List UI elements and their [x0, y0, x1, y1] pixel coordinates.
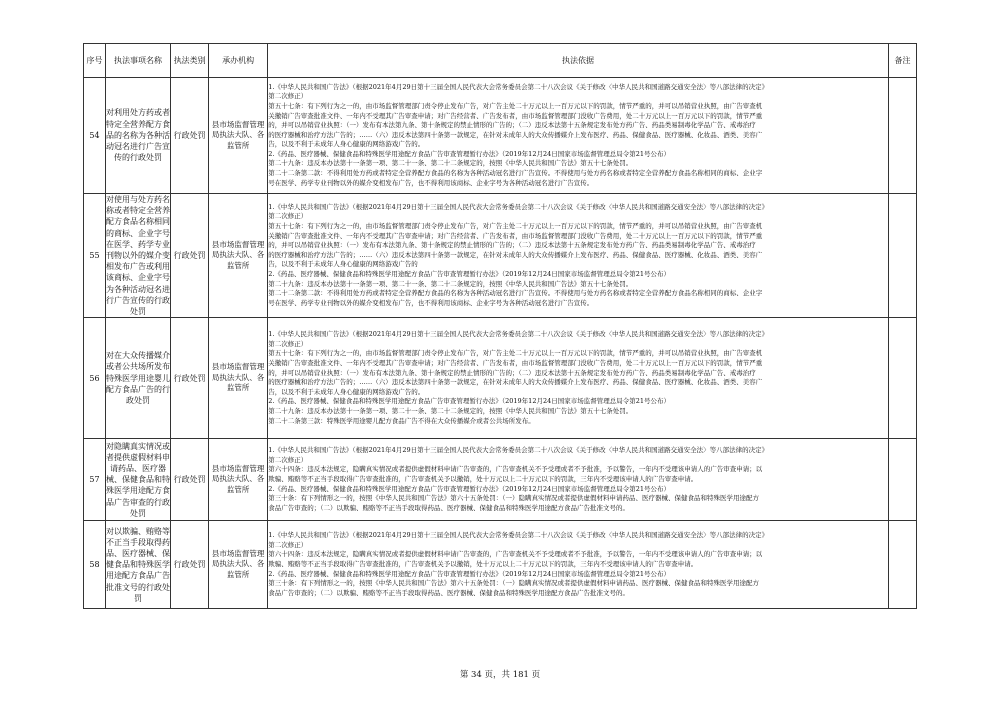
legal-basis-line: 第二十二条第二款：不得利用处方药或者特定全营养配方食品的名称为各种活动冠名进行广告宣传。不得使用与处方药名称或者特定全营养配方食品名称相同的商标、企业字 [268, 169, 763, 178]
header-category: 执法类别 [171, 44, 209, 78]
legal-basis-line: 第五十七条：有下列行为之一的，由市场监督管理部门责令停止发布广告，对广告主处二十万元以上一百万元以下的罚款，情节严重的，并可以吊销营业执照，由广告审查机 [268, 101, 763, 110]
legal-basis-line: 告，以及不利于未成年人身心健康的网络游戏广告的 [268, 260, 418, 269]
legal-basis-line: 的，并可以吊销营业执照：（一）发布有本法第九条、第十条规定的禁止情形的广告的；（二）违反本法第十五条规定发布处方药广告、药品类易制毒化学品广告、戒毒治疗 [268, 121, 756, 130]
legal-basis-line: 第二次修正） [268, 339, 308, 348]
legal-basis-line: 第六十四条：违反本法规定，隐瞒真实情况或者提供虚假材料申请广告审查的，广告审查机关不予受理或者不予批准，予以警告，一年内不受理该申请人的广告审查申请；以 [268, 550, 763, 559]
legal-basis-line: 第二十九条：违反本办法第十一条第一项、第二十一条、第二十二条规定的，按照《中华人民共和国广告法》第五十七条处罚。 [268, 279, 633, 288]
legal-basis-line: 2.《药品、医疗器械、保健食品和特殊医学用途配方食品广告审查管理暂行办法》（2019年12月24日国家市场监督管理总局令第21号公布） [268, 270, 670, 278]
row-number: 58 [84, 521, 106, 609]
legal-basis-line: 2.《药品、医疗器械、保健食品和特殊医学用途配方食品广告审查管理暂行办法》（2019年12月24日国家市场监督管理总局令第21号公布） [268, 397, 670, 406]
legal-basis [268, 521, 889, 609]
legal-basis-line: 欺骗、贿赂等不正当手段取得广告审查批准的，广告审查机关予以撤销，处十万元以上二十万元以下的罚款，三年内不受理该申请人的广告审查申请。 [268, 559, 698, 568]
handling-agency: 县市场监督管理局执法大队、各监管所 [209, 521, 268, 609]
row-number: 55 [84, 194, 106, 318]
legal-basis-line: 第五十七条：有下列行为之一的，由市场监督管理部门责令停止发布广告，对广告主处二十万元以上一百万元以下的罚款，情节严重的，并可以吊销营业执照，由广告审查机 [268, 222, 763, 231]
legal-basis-line: 告，以及不利于未成年人身心健康的网络游戏广告的。 [268, 140, 425, 149]
header-item-name: 执法事项名称 [106, 44, 171, 78]
table-row [84, 78, 917, 194]
legal-basis-line: 欺骗、贿赂等不正当手段取得广告审查批准的，广告审查机关予以撤销，处十万元以上二十万元以下的罚款，三年内不受理该申请人的广告审查申请。 [268, 474, 698, 483]
page-footer: 第 34 页，共 181 页 [459, 670, 541, 680]
legal-basis [268, 194, 889, 318]
item-name: 对以欺骗、贿赂等不正当手段取得药品、医疗器械、保健食品和特殊医学用途配方食品广告批准文号的行政处罚 [106, 521, 171, 609]
legal-basis-line: 第二十二条第二款：不得利用处方药或者特定全营养配方食品的名称为各种活动冠名进行广告宣传。不得使用与处方药名称或者特定全营养配方食品名称相同的商标、企业字 [268, 289, 763, 298]
legal-basis-line: 第二十九条：违反本办法第十一条第一项、第二十一条、第二十二条规定的，按照《中华人民共和国广告法》第五十七条处罚。 [268, 407, 633, 416]
item-name: 对隐瞒真实情况或者提供虚假材料申请药品、医疗器械、保健食品和特殊医学用途配方食品广告审查的行政处罚 [106, 439, 171, 521]
legal-basis-line: 第二次修正） [268, 455, 308, 464]
enforcement-table [83, 43, 917, 609]
legal-basis-line: 第二十二条第三款：特殊医学用途婴儿配方食品广告不得在大众传播媒介或者公共场所发布。 [268, 416, 535, 425]
table-row [84, 521, 917, 609]
remarks-cell [888, 194, 916, 318]
enforcement-category: 行政处罚 [171, 78, 209, 194]
row-number: 56 [84, 318, 106, 439]
legal-basis-line: 的，并可以吊销营业执照：（一）发布有本法第九条、第十条规定的禁止情形的广告的；（二）违反本法第十五条规定发布处方药广告、药品类易制毒化学品广告、戒毒治疗 [268, 368, 756, 377]
legal-basis [268, 78, 889, 194]
legal-basis-line: 食品广告审查的；（二）以欺骗、贿赂等不正当手段取得药品、医疗器械、保健食品和特殊医学用途配方食品广告批准文号的。 [268, 503, 629, 512]
legal-basis-line: 第二次修正） [268, 212, 308, 221]
enforcement-category: 行政处罚 [171, 521, 209, 609]
legal-basis-line: 号在医学、药学专业刊物以外的媒介变相发布广告，也不得利用该商标、企业字号为各种活动冠名进行广告宣传。 [268, 178, 594, 187]
legal-basis-line: 1.《中华人民共和国广告法》（根据2021年4月29日第十三届全国人民代表大会常务委员会第二十八次会议《关于修改〈中华人民共和国道路交通安全法〉等八部法律的决定》 [268, 446, 769, 455]
remarks-cell [888, 439, 916, 521]
legal-basis-line: 2.《药品、医疗器械、保健食品和特殊医学用途配方食品广告审查管理暂行办法》（2019年12月24日国家市场监督管理总局令第21号公布） [268, 484, 670, 493]
handling-agency: 县市场监督管理局执法大队、各监管所 [209, 439, 268, 521]
legal-basis-line: 关撤销广告审查批准文件、一年内不受理其广告审查申请；对广告经营者、广告发布者，由市场监督管理部门没收广告费用，处二十万元以上一百万元以下的罚款，情节严重 [268, 111, 763, 120]
legal-basis-line: 关撤销广告审查批准文件、一年内不受理其广告审查申请；对广告经营者、广告发布者，由市场监督管理部门没收广告费用，处二十万元以上一百万元以下的罚款，情节严重 [268, 231, 763, 240]
legal-basis-line: 2.《药品、医疗器械、保健食品和特殊医学用途配方食品广告审查管理暂行办法》（2019年12月24日国家市场监督管理总局令第21号公布） [268, 149, 670, 158]
row-number: 57 [84, 439, 106, 521]
remarks-cell [888, 521, 916, 609]
legal-basis-line: 号在医学、药学专业刊物以外的媒介变相发布广告，也不得利用该商标、企业字号为各种活动冠名进行广告宣传。 [268, 298, 594, 307]
legal-basis-line: 第二次修正） [268, 92, 308, 101]
item-name: 对使用与处方药名称或者特定全营养配方食品名称相同的商标、企业字号在医学、药学专业刊物以外的媒介变相发布广告或利用该商标、企业字号为各种活动冠名进行广告宣传的行政处罚 [106, 195, 171, 317]
legal-basis-line: 的医疗器械和治疗方法广告的；……（六）违反本法第四十条第一款规定，在针对未成年人的大众传播媒介上发布医疗、药品、保健食品、医疗器械、化妆品、酒类、美容广 [268, 130, 763, 139]
legal-basis-line: 第五十七条：有下列行为之一的，由市场监督管理部门责令停止发布广告，对广告主处二十万元以上一百万元以下的罚款，情节严重的，并可以吊销营业执照，由广告审查机 [268, 349, 763, 358]
header-no: 序号 [84, 44, 106, 78]
item-name: 对在大众传播媒介或者公共场所发布特殊医学用途婴儿配方食品广告的行政处罚 [106, 318, 171, 439]
remarks-cell [888, 318, 916, 439]
handling-agency: 县市场监督管理局执法大队、各监管所 [209, 194, 268, 318]
legal-basis-line: 1.《中华人民共和国广告法》（根据2021年4月29日第十三届全国人民代表大会常务委员会第二十八次会议《关于修改〈中华人民共和国道路交通安全法〉等八部法律的决定》 [268, 330, 769, 339]
header-legal-basis: 执法依据 [268, 44, 889, 78]
enforcement-category: 行政处罚 [171, 439, 209, 521]
legal-basis-line: 告，以及不利于未成年人身心健康的网络游戏广告的。 [268, 387, 425, 396]
handling-agency: 县市场监督管理局执法大队、各监管所 [209, 78, 268, 194]
header-remarks: 备注 [888, 44, 916, 78]
legal-basis-line: 1.《中华人民共和国广告法》（根据2021年4月29日第十三届全国人民代表大会常务委员会第二十八次会议《关于修改〈中华人民共和国道路交通安全法〉等八部法律的决定》 [268, 82, 769, 91]
legal-basis-line: 食品广告审查的；（二）以欺骗、贿赂等不正当手段取得药品、医疗器械、保健食品和特殊医学用途配方食品广告批准文号的。 [268, 588, 629, 597]
legal-basis-line: 关撤销广告审查批准文件、一年内不受理其广告审查申请；对广告经营者、广告发布者，由市场监督管理部门没收广告费用，处二十万元以上一百万元以下的罚款，情节严重 [268, 359, 763, 368]
table-row [84, 194, 917, 318]
legal-basis-line: 的，并可以吊销营业执照：（一）发布有本法第九条、第十条规定的禁止情形的广告的；（二）违反本法第十五条规定发布处方药广告、药品类易制毒化学品广告、戒毒治疗 [268, 241, 756, 250]
enforcement-category: 行政处罚 [171, 194, 209, 318]
legal-basis [268, 318, 889, 439]
table-row [84, 318, 917, 439]
header-agency: 承办机构 [209, 44, 268, 78]
legal-basis-line: 第三十条：有下列情形之一的，按照《中华人民共和国广告法》第六十五条处罚：（一）隐瞒真实情况或者提供虚假材料申请药品、医疗器械、保健食品和特殊医学用途配方 [268, 494, 759, 503]
legal-basis-line: 第六十四条：违反本法规定，隐瞒真实情况或者提供虚假材料申请广告审查的，广告审查机关不予受理或者不予批准，予以警告，一年内不受理该申请人的广告审查申请；以 [268, 465, 763, 474]
legal-basis-line: 1.《中华人民共和国广告法》（根据2021年4月29日第十三届全国人民代表大会常务委员会第二十八次会议《关于修改〈中华人民共和国道路交通安全法〉等八部法律的决定》 [268, 531, 769, 540]
enforcement-category: 行政处罚 [171, 318, 209, 439]
remarks-cell [888, 78, 916, 194]
legal-basis-line: 第二次修正） [268, 540, 308, 549]
legal-basis-line: 的医疗器械和治疗方法广告的；……（六）违反本法第四十条第一款规定，在针对未成年人的大众传播媒介上发布医疗、药品、保健食品、医疗器械、化妆品、酒类、美容广 [268, 378, 763, 387]
handling-agency: 县市场监督管理局执法大队、各监管所 [209, 318, 268, 439]
legal-basis-line: 的医疗器械和治疗方法广告的；……（六）违反本法第四十条第一款规定，在针对未成年人的大众传播媒介上发布医疗、药品、保健食品、医疗器械、化妆品、酒类、美容广 [268, 250, 763, 259]
row-number: 54 [84, 78, 106, 194]
table-row [84, 439, 917, 521]
legal-basis [268, 439, 889, 521]
legal-basis-line: 2.《药品、医疗器械、保健食品和特殊医学用途配方食品广告审查管理暂行办法》（2019年12月24日国家市场监督管理总局令第21号公布） [268, 569, 670, 578]
legal-basis-line: 1.《中华人民共和国广告法》（根据2021年4月29日第十三届全国人民代表大会常务委员会第二十八次会议《关于修改〈中华人民共和国道路交通安全法〉等八部法律的决定》 [268, 202, 769, 211]
item-name: 对利用处方药或者特定全营养配方食品的名称为各种活动冠名进行广告宣传的行政处罚 [106, 78, 171, 194]
legal-basis-line: 第二十九条：违反本办法第十一条第一项、第二十一条、第二十二条规定的，按照《中华人民共和国广告法》第五十七条处罚。 [268, 159, 633, 168]
legal-basis-line: 第三十条：有下列情形之一的，按照《中华人民共和国广告法》第六十五条处罚：（一）隐瞒真实情况或者提供虚假材料申请药品、医疗器械、保健食品和特殊医学用途配方 [268, 579, 759, 588]
table-header-row [84, 44, 917, 78]
